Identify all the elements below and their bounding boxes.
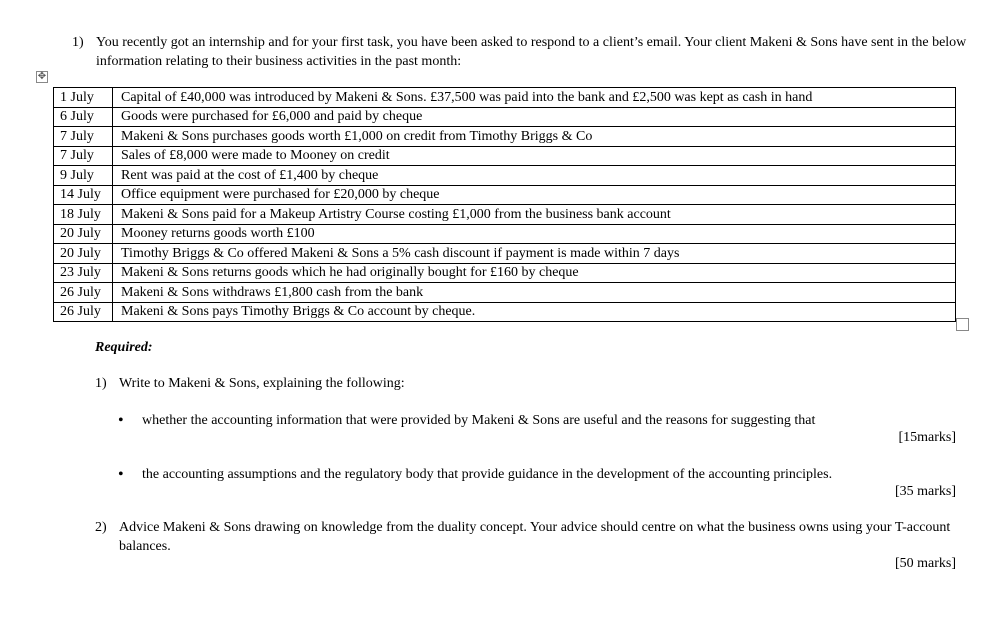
transaction-description: Makeni & Sons paid for a Makeup Artistry Course costing £1,000 from the business bank account [113,205,956,225]
transaction-description: Capital of £40,000 was introduced by Makeni & Sons. £37,500 was paid into the bank and £2,500 was kept as cash in hand [113,88,956,108]
transaction-description: Mooney returns goods worth £100 [113,224,956,244]
bullet-item-2 [118,465,968,484]
transaction-date: 26 July [54,302,113,322]
transaction-date: 20 July [54,244,113,264]
transaction-date: 7 July [54,146,113,166]
bullet-item-2-text: the accounting assumptions and the regulatory body that provide guidance in the development of the accounting principles. [142,467,833,482]
table-row [54,88,956,108]
transaction-date: 20 July [54,224,113,244]
transaction-date: 18 July [54,205,113,225]
table-row [54,283,956,303]
intro-text: You recently got an internship and for your first task, you have been asked to respond to a client’s email. Your client Makeni & Sons have sent in the below information relating to their business activities in the past month: [96,35,967,69]
transaction-date: 1 July [54,88,113,108]
bullet-item-1-text: whether the accounting information that were provided by Makeni & Sons are useful and the reasons for suggesting that [142,413,816,428]
transaction-description: Goods were purchased for £6,000 and paid by cheque [113,107,956,127]
bullet-item-2-marks: [35 marks] [894,484,956,499]
transaction-description: Makeni & Sons purchases goods worth £1,000 on credit from Timothy Briggs & Co [113,127,956,147]
intro-paragraph [72,33,972,71]
question-2 [95,518,955,556]
table-row [54,263,956,283]
transaction-description: Rent was paid at the cost of £1,400 by cheque [113,166,956,186]
transaction-description: Office equipment were purchased for £20,000 by cheque [113,185,956,205]
question-1-text: Write to Makeni & Sons, explaining the following: [119,376,405,391]
transaction-date: 23 July [54,263,113,283]
table-row [54,146,956,166]
transaction-date: 9 July [54,166,113,186]
question-1 [95,374,955,393]
intro-number: 1) [72,35,84,50]
transactions-table [53,87,956,322]
transaction-description: Makeni & Sons returns goods which he had originally bought for £160 by cheque [113,263,956,283]
table-row [54,166,956,186]
transaction-date: 6 July [54,107,113,127]
table-row [54,224,956,244]
transaction-date: 26 July [54,283,113,303]
transaction-date: 7 July [54,127,113,147]
transaction-description: Makeni & Sons withdraws £1,800 cash from the bank [113,283,956,303]
bullet-item-1 [118,411,968,430]
transaction-description: Timothy Briggs & Co offered Makeni & Sons a 5% cash discount if payment is made within 7 days [113,244,956,264]
table-resize-handle-icon[interactable] [956,318,969,331]
bullet-icon: • [118,466,124,483]
table-row [54,185,956,205]
table-row [54,205,956,225]
question-2-text: Advice Makeni & Sons drawing on knowledge from the duality concept. Your advice should centre on what the business owns using your T-account balances. [119,520,951,554]
question-2-number: 2) [95,520,107,535]
bullet-item-1-marks: [15marks] [898,430,956,445]
table-row [54,127,956,147]
transaction-date: 14 July [54,185,113,205]
table-row [54,244,956,264]
required-heading: Required: [95,340,153,355]
transaction-description: Sales of £8,000 were made to Mooney on credit [113,146,956,166]
bullet-icon: • [118,412,124,429]
question-2-marks: [50 marks] [894,556,956,571]
transaction-description: Makeni & Sons pays Timothy Briggs & Co account by cheque. [113,302,956,322]
table-row [54,107,956,127]
question-1-number: 1) [95,376,107,391]
table-move-handle-icon[interactable]: ✥ [37,71,47,82]
table-row [54,302,956,322]
